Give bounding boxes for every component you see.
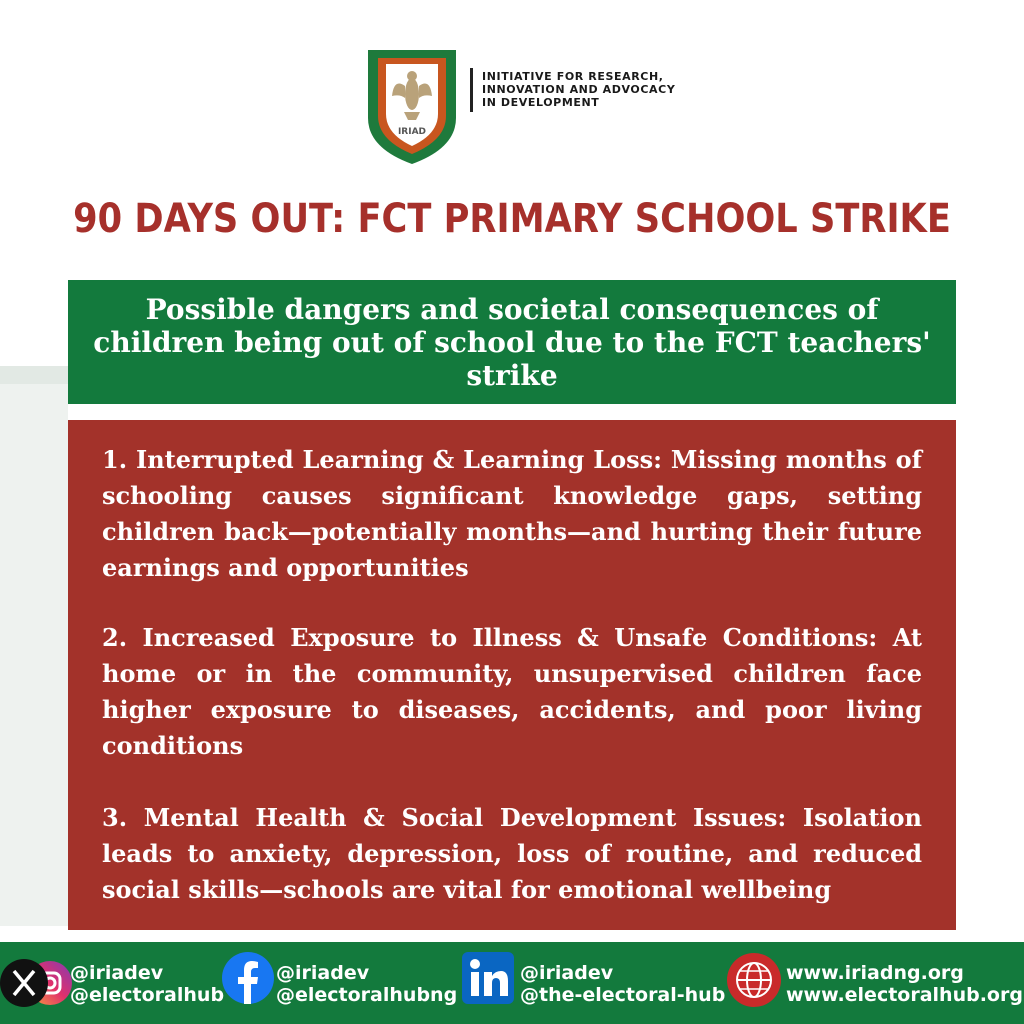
logo-org-line: IN DEVELOPMENT <box>482 96 600 109</box>
linkedin-icon[interactable] <box>462 952 514 1004</box>
points-panel <box>68 420 956 930</box>
logo-org-name <box>482 70 732 109</box>
linkedin-handles[interactable] <box>520 962 725 1006</box>
logo-label: IRIAD <box>397 127 427 137</box>
point-item: 1. Interrupted Learning & Learning Loss: Missing months of schooling causes significant knowledge gaps, setting children back—potentially months—and hurting their future earnings and opportunities <box>102 445 922 582</box>
facebook-handles[interactable] <box>276 962 457 1006</box>
website-link[interactable]: www.electoralhub.org <box>786 984 1023 1006</box>
side-decor-stripe <box>0 366 68 926</box>
side-decor-stripe-top <box>0 366 68 384</box>
website-link[interactable]: www.iriadng.org <box>786 962 964 984</box>
logo-org-line: INITIATIVE FOR RESEARCH, <box>482 70 664 83</box>
facebook-icon[interactable] <box>222 952 274 1004</box>
handle-line: @electoralhubng <box>276 984 458 1006</box>
x-ig-handles[interactable] <box>70 962 224 1006</box>
logo-org-line: INNOVATION AND ADVOCACY <box>482 83 676 96</box>
handle-line: @iriadev <box>520 962 614 984</box>
logo-divider <box>470 68 473 112</box>
point-item: 3. Mental Health & Social Development Issues: Isolation leads to anxiety, depression, loss of routine, and reduced social skills—schools are vital for emotional wellbeing <box>102 803 922 904</box>
social-footer <box>0 942 1024 1024</box>
subtitle-text: Possible dangers and societal consequences of children being out of school due to the FCT teachers' strike <box>93 292 931 392</box>
subtitle-banner <box>68 280 956 404</box>
globe-icon[interactable] <box>726 952 782 1008</box>
website-links[interactable] <box>786 962 1023 1006</box>
handle-line: @iriadev <box>276 962 370 984</box>
handle-line: @iriadev <box>70 962 164 984</box>
shield-icon <box>366 48 458 166</box>
x-instagram-icons[interactable] <box>0 952 72 1014</box>
point-item: 2. Increased Exposure to Illness & Unsafe Conditions: At home or in the community, unsupervised children face higher exposure to diseases, accidents, and poor living conditions <box>102 623 922 760</box>
page-title: 90 DAYS OUT: FCT PRIMARY SCHOOL STRIKE <box>73 196 951 242</box>
handle-line: @electoralhub <box>70 984 225 1006</box>
handle-line: @the-electoral-hub <box>520 984 726 1006</box>
iriad-logo <box>366 48 726 168</box>
